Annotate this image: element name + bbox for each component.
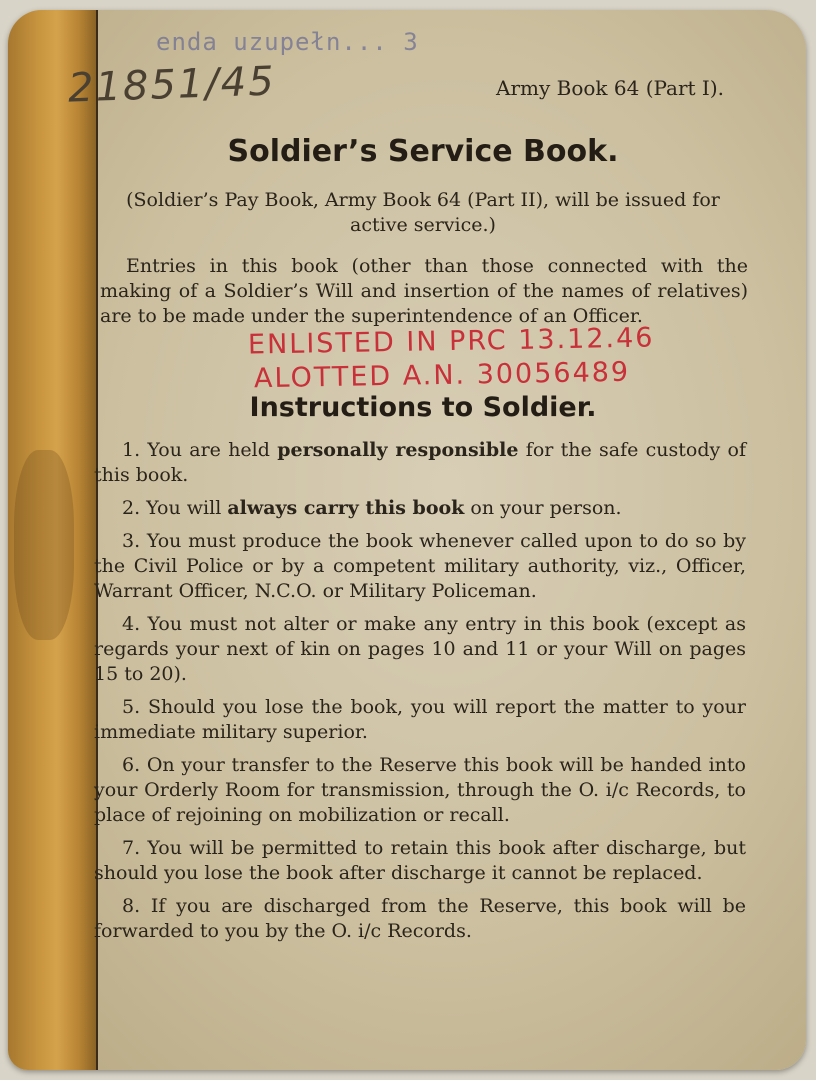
instruction-item — [94, 612, 746, 687]
instruction-text: 7. You will be permitted to retain this book after discharge, but should you lose the book after discharge it cannot be replaced. — [94, 837, 746, 884]
instruction-item — [94, 695, 746, 745]
instruction-item — [94, 836, 746, 886]
instruction-text: for the safe custody of this book. — [94, 439, 747, 486]
service-book-page — [8, 10, 806, 1070]
instruction-text: 2. You will — [122, 497, 228, 519]
intro-paragraph: Entries in this book (other than those connected with the making of a Soldier’s Will and insertion of the names of relatives) are to be made under the superintendence of an Officer. — [100, 255, 748, 327]
instructions-list — [94, 438, 746, 952]
handwritten-number: 21851/45 — [67, 58, 277, 112]
spine-stain — [14, 450, 74, 640]
instruction-item — [94, 496, 746, 521]
red-annotation-enlisted: ENLISTED IN PRC 13.12.46 — [247, 322, 655, 361]
instruction-emphasis: personally responsible — [277, 439, 519, 461]
instruction-item — [94, 894, 746, 944]
instruction-text: 1. You are held — [122, 439, 278, 461]
instructions-heading: Instructions to Soldier. — [249, 392, 597, 423]
instruction-item — [94, 438, 746, 488]
instruction-text: 3. You must produce the book whenever called upon to do so by the Civil Police or by a competent military authority, viz., Officer, Warrant Officer, N.C.O. or Military Policeman. — [94, 530, 746, 602]
instruction-emphasis: always carry this book — [227, 497, 465, 519]
form-reference: Army Book 64 (Part I). — [496, 76, 724, 100]
instruction-item — [94, 529, 746, 604]
instruction-text: on your person. — [464, 497, 622, 519]
book-spine — [8, 10, 98, 1070]
instruction-text: 4. You must not alter or make any entry in this book (except as regards your next of kin on pages 10 and 11 or your Will on pages 15 to 20). — [94, 613, 746, 685]
subtitle: (Soldier’s Pay Book, Army Book 64 (Part II), will be issued for active service.) — [126, 189, 720, 236]
instruction-text: 6. On your transfer to the Reserve this book will be handed into your Orderly Room for transmission, through the O. i/c Records, to place of rejoining on mobilization or recall. — [94, 754, 746, 826]
faded-stamp: enda uzupełn... 3 — [156, 28, 419, 56]
instruction-text: 8. If you are discharged from the Reserve, this book will be forwarded to you by the O. i/c Records. — [94, 895, 746, 942]
instruction-item — [94, 753, 746, 828]
instruction-text: 5. Should you lose the book, you will report the matter to your immediate military superior. — [94, 696, 746, 743]
page-title: Soldier’s Service Book. — [227, 134, 619, 169]
red-annotation-allotted: ALOTTED A.N. 30056489 — [253, 356, 631, 395]
